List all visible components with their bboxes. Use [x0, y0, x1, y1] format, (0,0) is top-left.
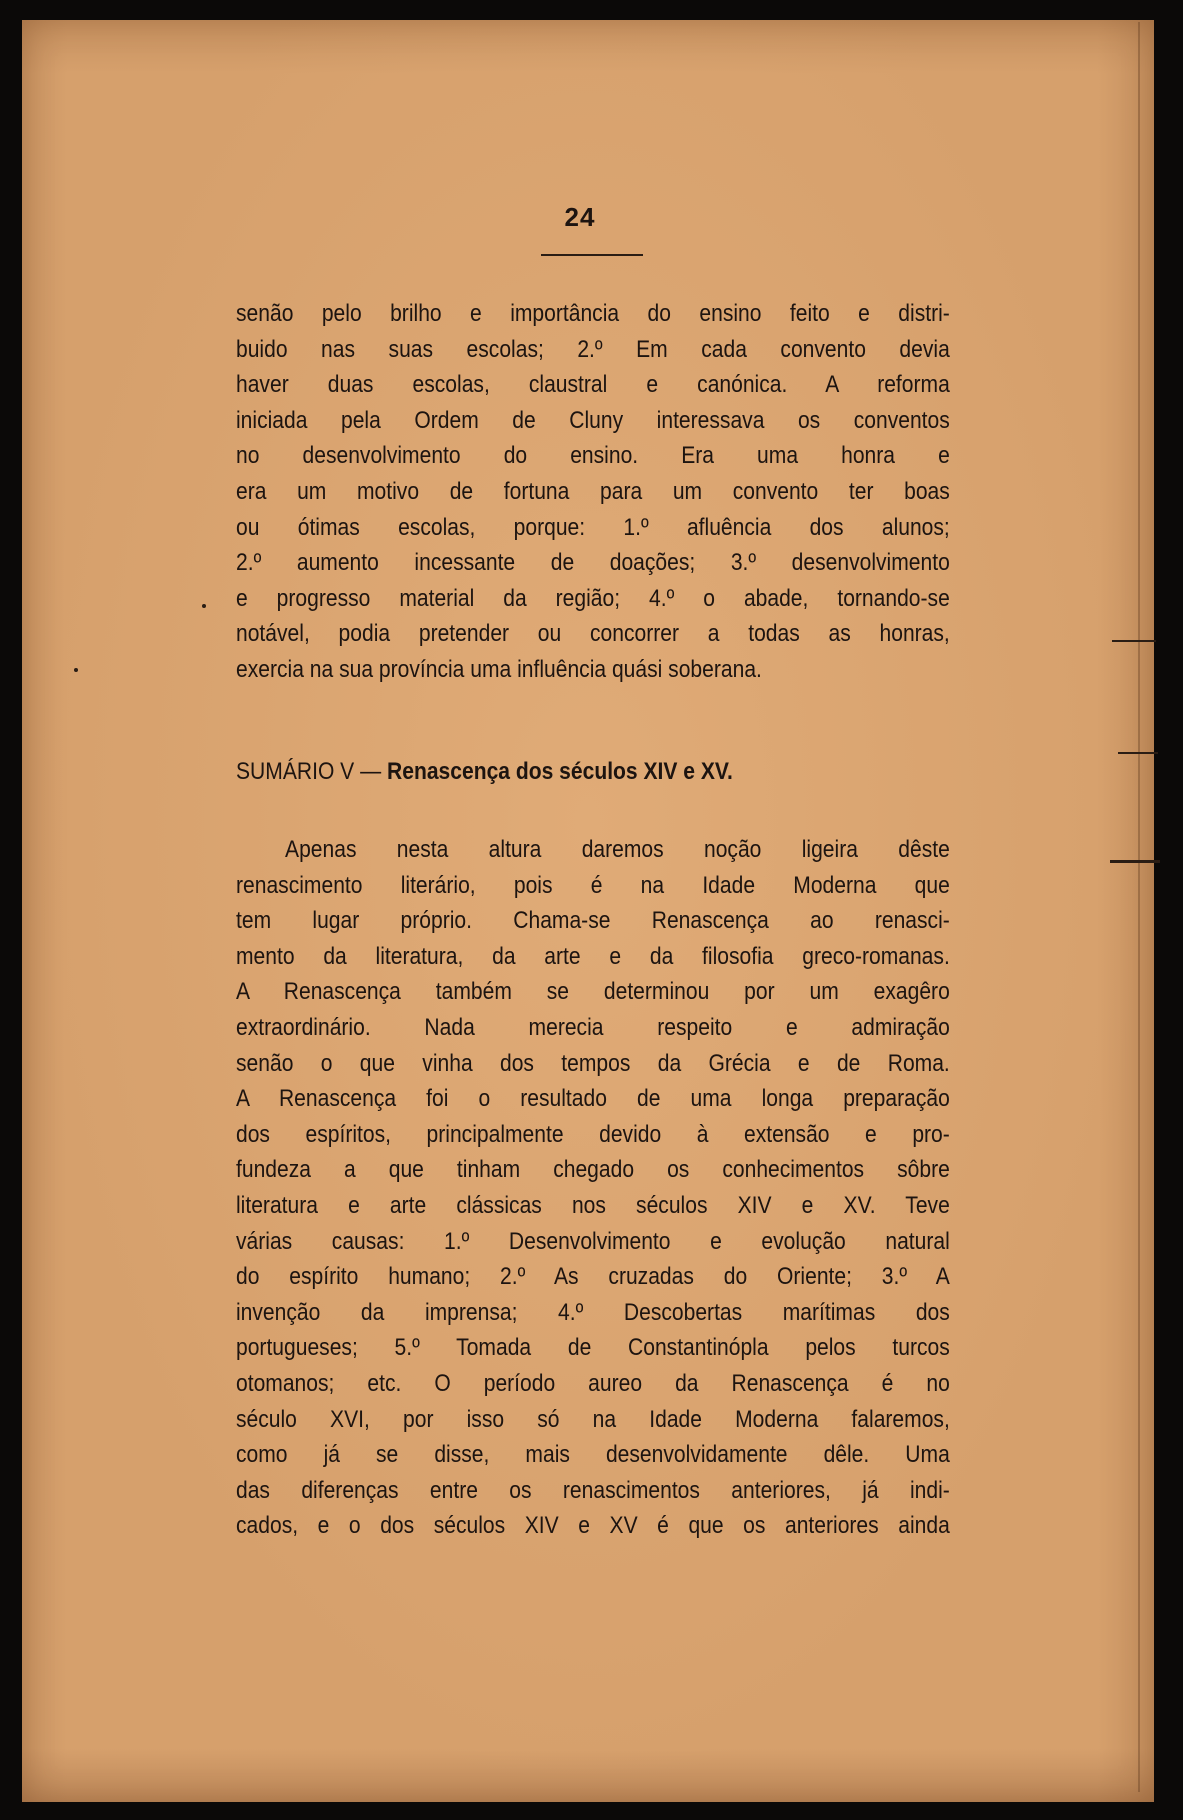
text-line: mento da literatura, da arte e da filosofia greco-romanas. [236, 942, 950, 970]
text-line: várias causas: 1.º Desenvolvimento e evolução natural [236, 1227, 950, 1255]
text-line: 2.º aumento incessante de doações; 3.º desenvolvimento [236, 549, 950, 577]
section-heading-title: Renascença dos séculos XIV e XV. [387, 758, 733, 785]
paragraph-1 [236, 296, 950, 688]
text-line: do espírito humano; 2.º As cruzadas do Oriente; 3.º A [236, 1263, 950, 1291]
page-number: 24 [564, 202, 596, 232]
text-line [236, 832, 950, 868]
text-line: iniciada pela Ordem de Cluny interessava os conventos [236, 406, 950, 434]
paragraph-2 [236, 832, 950, 1544]
text-line: otomanos; etc. O período aureo da Renascença é no [236, 1369, 950, 1397]
text-line: dos espíritos, principalmente devido à extensão e pro- [236, 1120, 950, 1148]
text-line: literatura e arte clássicas nos séculos XIV e XV. Teve [236, 1191, 950, 1219]
text-line: renascimento literário, pois é na Idade Moderna que [236, 871, 950, 899]
text-line: era um motivo de fortuna para um convento ter boas [236, 477, 950, 505]
text-line: senão o que vinha dos tempos da Grécia e de Roma. [236, 1049, 950, 1077]
text-line: fundeza a que tinham chegado os conhecimentos sôbre [236, 1156, 950, 1184]
text-line: haver duas escolas, claustral e canónica. A reforma [236, 371, 950, 399]
margin-dot [202, 604, 206, 608]
margin-tick [1110, 860, 1160, 863]
text-line: como já se disse, mais desenvolvidamente dêle. Uma [236, 1441, 950, 1469]
page-number-rule [541, 254, 643, 256]
text-line: A Renascença foi o resultado de uma longa preparação [236, 1085, 950, 1113]
text-line: ou ótimas escolas, porque: 1.º afluência dos alunos; [236, 513, 950, 541]
text-line: A Renascença também se determinou por um exagêro [236, 978, 950, 1006]
text-line-content: Apenas nesta altura daremos noção ligeira dêste [285, 836, 950, 863]
text-line: das diferenças entre os renascimentos anteriores, já indi- [236, 1476, 950, 1504]
margin-tick [1118, 752, 1158, 754]
text-line: notável, podia pretender ou concorrer a todas as honras, [236, 620, 950, 648]
margin-dot [74, 668, 78, 672]
text-line: senão pelo brilho e importância do ensino feito e distri- [236, 300, 950, 327]
text-line: buido nas suas escolas; 2.º Em cada convento devia [236, 335, 950, 363]
text-line: no desenvolvimento do ensino. Era uma honra e [236, 442, 950, 470]
section-heading-prefix: SUMÁRIO V — [236, 758, 388, 785]
text-line: exercia na sua província uma influência quási soberana. [236, 655, 762, 683]
section-heading [236, 758, 733, 786]
text-line: portugueses; 5.º Tomada de Constantinópla pelos turcos [236, 1334, 950, 1362]
text-line: e progresso material da região; 4.º o abade, tornando-se [236, 584, 950, 612]
text-line: tem lugar próprio. Chama-se Renascença ao renasci- [236, 907, 950, 935]
text-line: extraordinário. Nada merecia respeito e admiração [236, 1013, 950, 1041]
text-line: século XVI, por isso só na Idade Moderna falaremos, [236, 1405, 950, 1433]
text-line: invenção da imprensa; 4.º Descobertas marítimas dos [236, 1298, 950, 1326]
text-line: cados, e o dos séculos XIV e XV é que os anteriores ainda [236, 1512, 950, 1540]
page-edge-shadow [1138, 22, 1140, 1792]
margin-tick [1112, 640, 1156, 642]
